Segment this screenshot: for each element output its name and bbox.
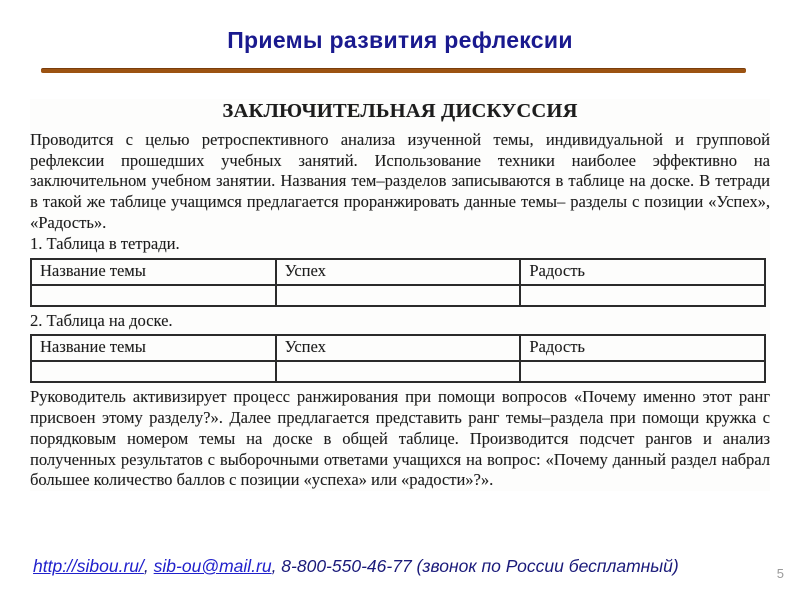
doc-table-2 bbox=[30, 334, 766, 383]
email-link[interactable]: sib-ou@mail.ru bbox=[153, 556, 272, 576]
document-paragraph-1: Проводится с целью ретроспективного анализа изученной темы, индивидуальной и групповой рефлексии прошедших учебных занятий. Использование техники наиболее эффективно на заключительном учебном занятии. Названия тем–разделов записываются в таблице на доске. В тетради в такой же таблице учащимся предлагается проранжировать данные темы– разделы с позиции «Успех», «Радость». bbox=[30, 129, 770, 232]
table-header-cell-success: Успех bbox=[276, 335, 521, 361]
slide-title: Приемы развития рефлексии bbox=[227, 27, 573, 53]
table-empty-cell bbox=[276, 361, 521, 382]
table-empty-cell bbox=[31, 361, 276, 382]
table-1-label: 1. Таблица в тетради. bbox=[30, 233, 180, 253]
page-number: 5 bbox=[776, 566, 784, 581]
table-header-cell-joy: Радость bbox=[520, 335, 765, 361]
doc-table-1 bbox=[30, 258, 766, 307]
table-2-label: 2. Таблица на доске. bbox=[30, 310, 173, 330]
table-header-cell-topic: Название темы bbox=[31, 335, 276, 361]
footer-contacts bbox=[33, 556, 773, 577]
footer-separator: , bbox=[143, 556, 154, 576]
document-heading: ЗАКЛЮЧИТЕЛЬНАЯ ДИСКУССИЯ bbox=[222, 100, 578, 122]
table-header-cell-joy: Радость bbox=[520, 259, 765, 285]
table-empty-cell bbox=[276, 285, 521, 306]
title-divider bbox=[41, 68, 746, 73]
footer-phone-text: , 8-800-550-46-77 (звонок по России бесплатный) bbox=[271, 556, 679, 576]
document-paragraph-2: Руководитель активизирует процесс ранжирования при помощи вопросов «Почему именно этот ранг присвоен этому разделу?». Далее предлагается представить ранг темы–раздела при помощи кружка с порядковым номером темы на доске в общей таблице. Производится подсчет рангов и анализ полученных результатов с выборочными ответами учащихся на вопрос: «Почему данный раздел набрал большее количество баллов с позиции «успеха» или «радости»?». bbox=[30, 387, 770, 490]
table-header-row bbox=[31, 259, 765, 285]
table-header-cell-success: Успех bbox=[276, 259, 521, 285]
table-empty-cell bbox=[520, 361, 765, 382]
table-empty-cell bbox=[31, 285, 276, 306]
table-empty-row bbox=[31, 285, 765, 306]
table-empty-row bbox=[31, 361, 765, 382]
website-link[interactable]: http://sibou.ru/ bbox=[33, 556, 144, 576]
scanned-document bbox=[30, 99, 770, 491]
table-header-cell-topic: Название темы bbox=[31, 259, 276, 285]
table-empty-cell bbox=[520, 285, 765, 306]
table-header-row bbox=[31, 335, 765, 361]
